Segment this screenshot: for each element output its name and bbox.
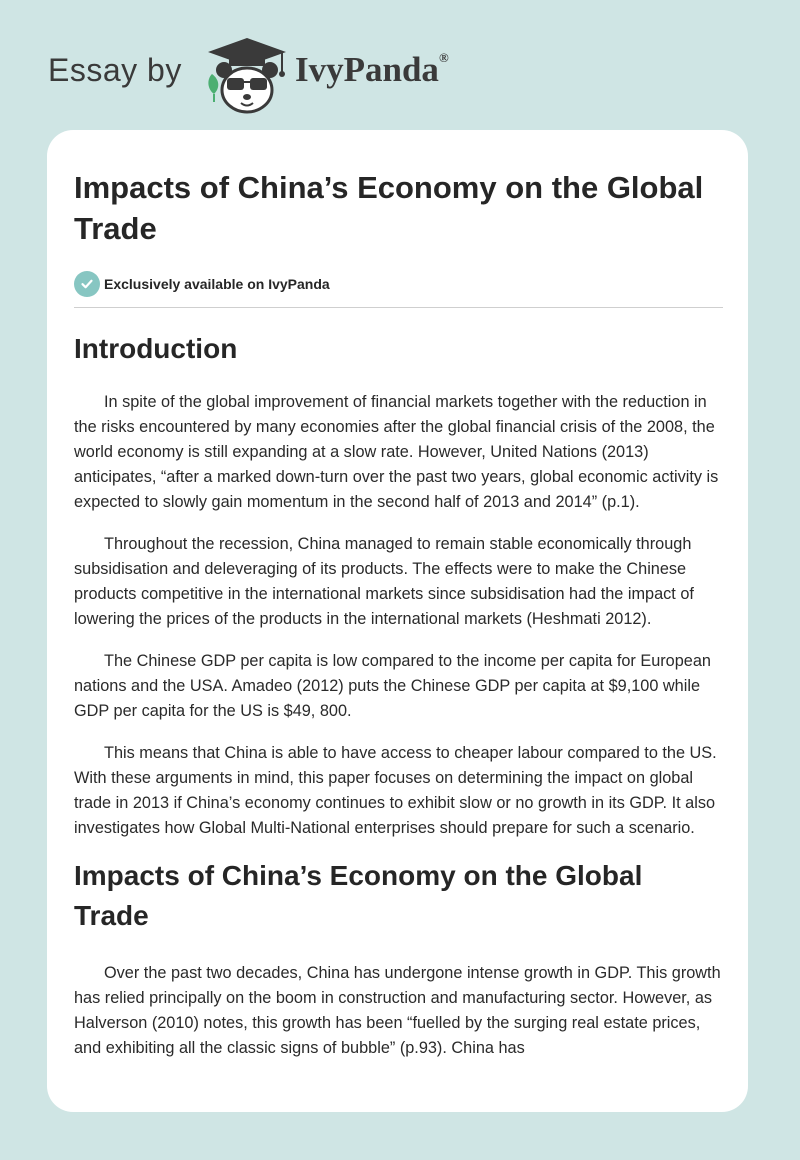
panda-graduate-logo-icon[interactable] <box>202 34 292 116</box>
paragraph: Over the past two decades, China has undergone intense growth in GDP. This growth has relied principally on the boom in construction and manufacturing sector. However, as Halverson (2010) notes, this growth has been “fuelled by the surging real estate prices, and exhibiting all the classic signs of bubble” (p.93). China has <box>74 964 721 1057</box>
exclusive-label: Exclusively available on IvyPanda <box>104 276 330 292</box>
essay-by-label: Essay by <box>48 52 182 88</box>
paragraph: This means that China is able to have access to cheaper labour compared to the US. With these arguments in mind, this paper focuses on determining the impact on global trade in 2013 if China’s economy continues to exhibit slow or no growth in its GDP. It also investigates how Global Multi-National enterprises should prepare for such a scenario. <box>74 744 717 837</box>
check-circle-icon <box>74 271 100 297</box>
divider <box>74 307 723 308</box>
essay-card <box>47 130 748 1112</box>
paragraph: In spite of the global improvement of financial markets together with the reduction in the risks encountered by many economies after the global financial crisis of the 2008, the world economy is still expanding at a slow rate. However, United Nations (2013) anticipates, “after a marked down-turn over the past two years, global economic activity is expected to slowly gain momentum in the second half of 2013 and 2014” (p.1). <box>74 393 719 511</box>
exclusive-badge <box>74 270 721 298</box>
essay-title: Impacts of China’s Economy on the Global Trade <box>74 170 704 246</box>
section-heading-introduction: Introduction <box>74 333 238 364</box>
registered-mark: ® <box>438 50 449 66</box>
section-heading-impacts: Impacts of China’s Economy on the Global Trade <box>74 860 643 931</box>
brand-text: IvyPanda <box>295 50 439 89</box>
site-header <box>48 30 488 120</box>
brand-name[interactable] <box>295 50 449 90</box>
paragraph: Throughout the recession, China managed to remain stable economically through subsidisation and deleveraging of its products. The effects were to make the Chinese products competitive in the international markets since subsidisation had the impact of lowering the prices of the products in the international markets (Heshmati 2012). <box>74 535 694 628</box>
paragraph: The Chinese GDP per capita is low compared to the income per capita for European nations and the USA. Amadeo (2012) puts the Chinese GDP per capita at $9,100 while GDP per capita for the US is $49, 800. <box>74 652 711 720</box>
